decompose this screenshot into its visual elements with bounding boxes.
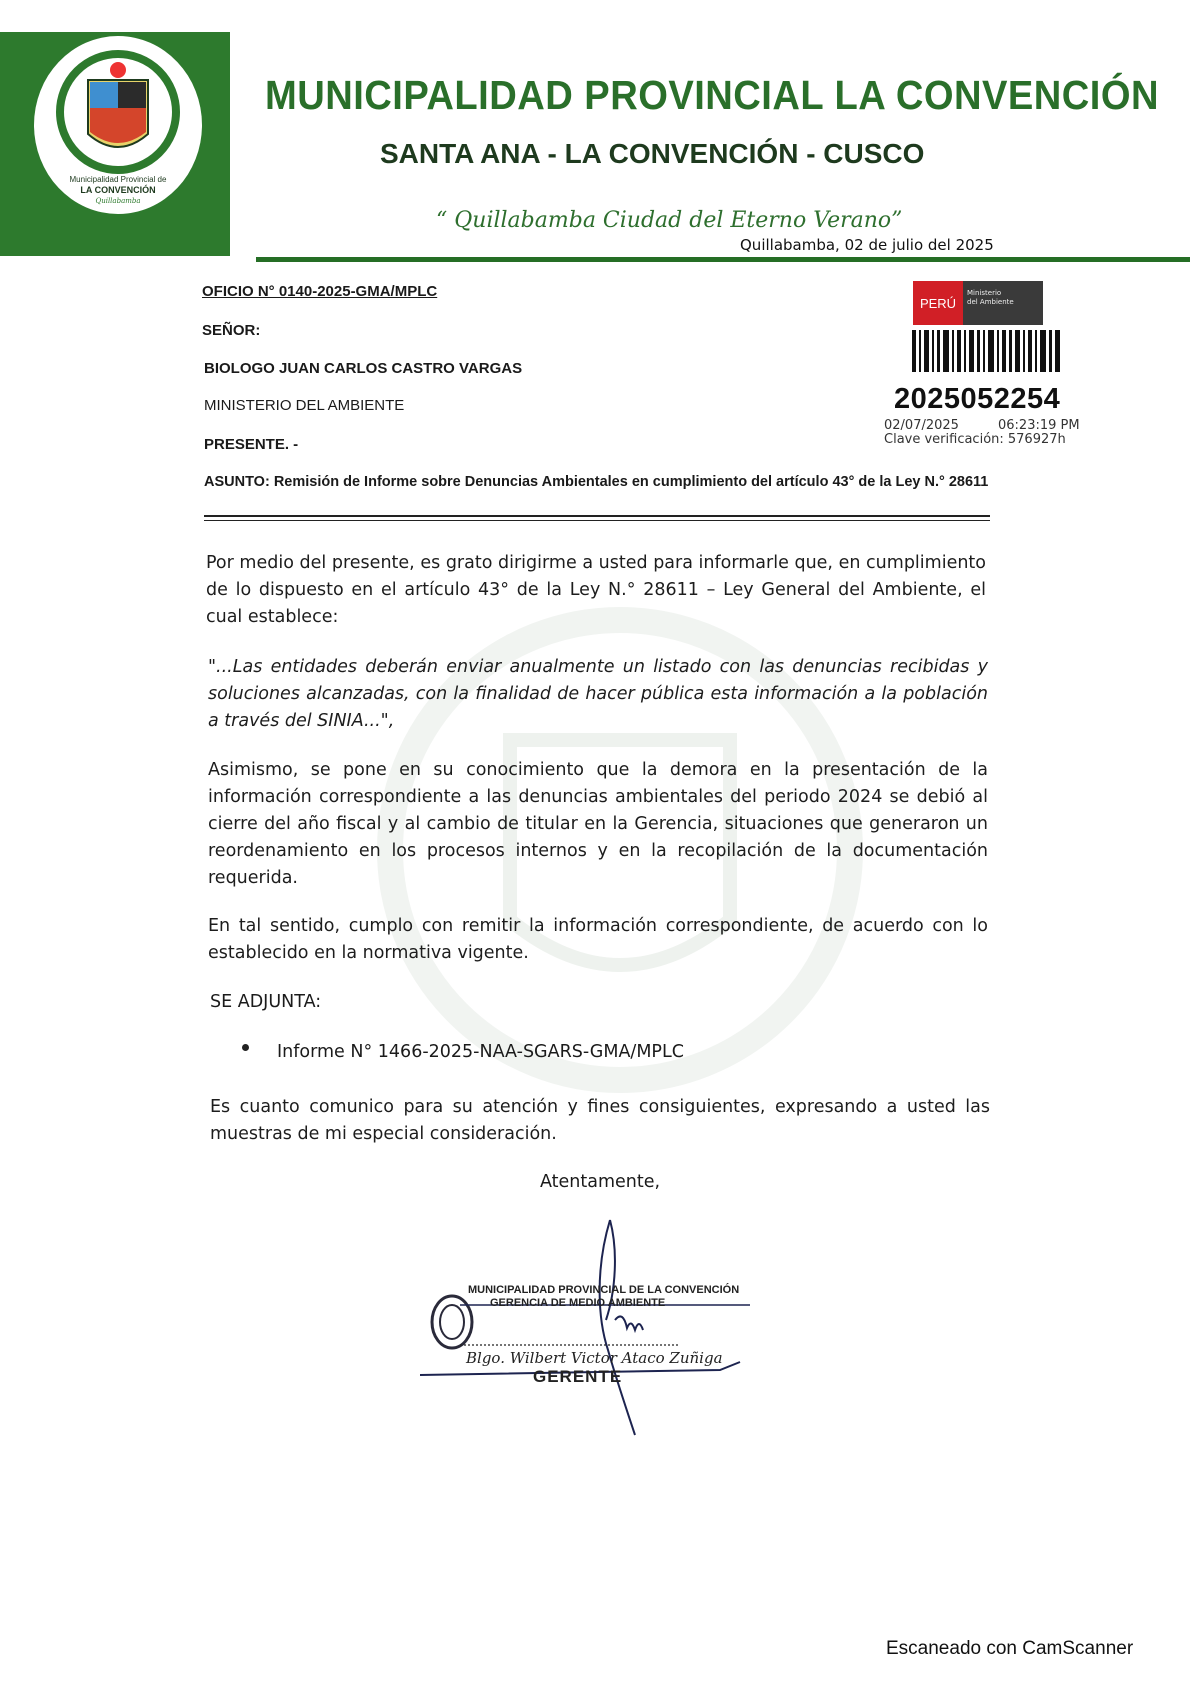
registry-number: 2025052254 <box>894 383 1061 415</box>
handwritten-signature <box>420 1210 750 1450</box>
recipient-name: BIOLOGO JUAN CARLOS CASTRO VARGAS <box>204 360 523 377</box>
svg-text:Quillabamba: Quillabamba <box>95 197 141 205</box>
ministry-badge-text: Ministerio del Ambiente <box>967 289 1014 306</box>
signature-stamp-org: MUNICIPALIDAD PROVINCIAL DE LA CONVENCIÓN <box>468 1284 740 1296</box>
signer-name: Blgo. Wilbert Victor Ataco Zuñiga <box>466 1349 723 1367</box>
closing-phrase: Atentamente, <box>540 1172 661 1192</box>
attachment-item: Informe N° 1466-2025-NAA-SGARS-GMA/MPLC <box>277 1042 684 1062</box>
institution-location: SANTA ANA - LA CONVENCIÓN - CUSCO <box>380 138 925 169</box>
document-reference: OFICIO N° 0140-2025-GMA/MPLC <box>202 283 438 300</box>
letter-date: Quillabamba, 02 de julio del 2025 <box>740 236 994 254</box>
verification-key: Clave verificación: 576927h <box>884 432 1066 447</box>
body-paragraph-1: Por medio del presente, es grato dirigirme a usted para informarle que, en cumplimiento de lo dispuesto en el artículo 43° de la Ley N.° 28611 – Ley General del Ambiente, el cual establece: <box>206 553 986 627</box>
presente-label: PRESENTE. - <box>204 436 299 453</box>
header-divider <box>256 257 1190 262</box>
svg-text:LA CONVENCIÓN: LA CONVENCIÓN <box>80 185 156 195</box>
scanner-watermark-text: Escaneado con CamScanner <box>886 1638 1134 1659</box>
subject-line: ASUNTO: Remisión de Informe sobre Denuncias Ambientales en cumplimiento del artículo 43° de la Ley N.° 28611 <box>204 474 989 490</box>
peru-flag-badge: PERÚ <box>913 281 963 325</box>
body-paragraph-5: Es cuanto comunico para su atención y fines consiguientes, expresando a usted las muestras de mi especial consideración. <box>210 1097 990 1144</box>
body-paragraph-3: Asimismo, se pone en su conocimiento que la demora en la presentación de la información correspondiente a las denuncias ambientales del periodo 2024 se debió al cierre del año fiscal y al cambio de titular en la Gerencia, situaciones que generaron un reordenamiento en los procesos internos y en la recopilación de la documentación requerida. <box>208 760 988 888</box>
salutation: SEÑOR: <box>202 322 261 339</box>
municipal-seal-logo <box>34 36 202 214</box>
registry-date: 02/07/2025 <box>884 418 959 433</box>
institution-name: MUNICIPALIDAD PROVINCIAL LA CONVENCIÓN <box>265 72 1159 118</box>
subject-divider-thin <box>204 520 990 521</box>
subject-divider <box>204 515 990 517</box>
signature-stamp-department: GERENCIA DE MEDIO AMBIENTE <box>490 1297 666 1309</box>
bullet-icon <box>242 1044 249 1051</box>
registry-time: 06:23:19 PM <box>998 418 1080 433</box>
svg-text:Municipalidad Provincial de: Municipalidad Provincial de <box>69 175 167 184</box>
quoted-paragraph: "...Las entidades deberán enviar anualmente un listado con las denuncias recibidas y soluciones alcanzadas, con la finalidad de hacer pública esta información a la población a través del SINIA...", <box>208 657 988 731</box>
institution-motto: “ Quillabamba Ciudad del Eterno Verano” <box>436 208 903 233</box>
signer-role: GERENTE <box>533 1367 623 1386</box>
barcode-icon <box>912 330 1060 372</box>
body-paragraph-4: En tal sentido, cumplo con remitir la información correspondiente, de acuerdo con lo establecido en la normativa vigente. <box>208 916 988 963</box>
recipient-organization: MINISTERIO DEL AMBIENTE <box>204 397 405 414</box>
attachments-label: SE ADJUNTA: <box>210 992 322 1012</box>
